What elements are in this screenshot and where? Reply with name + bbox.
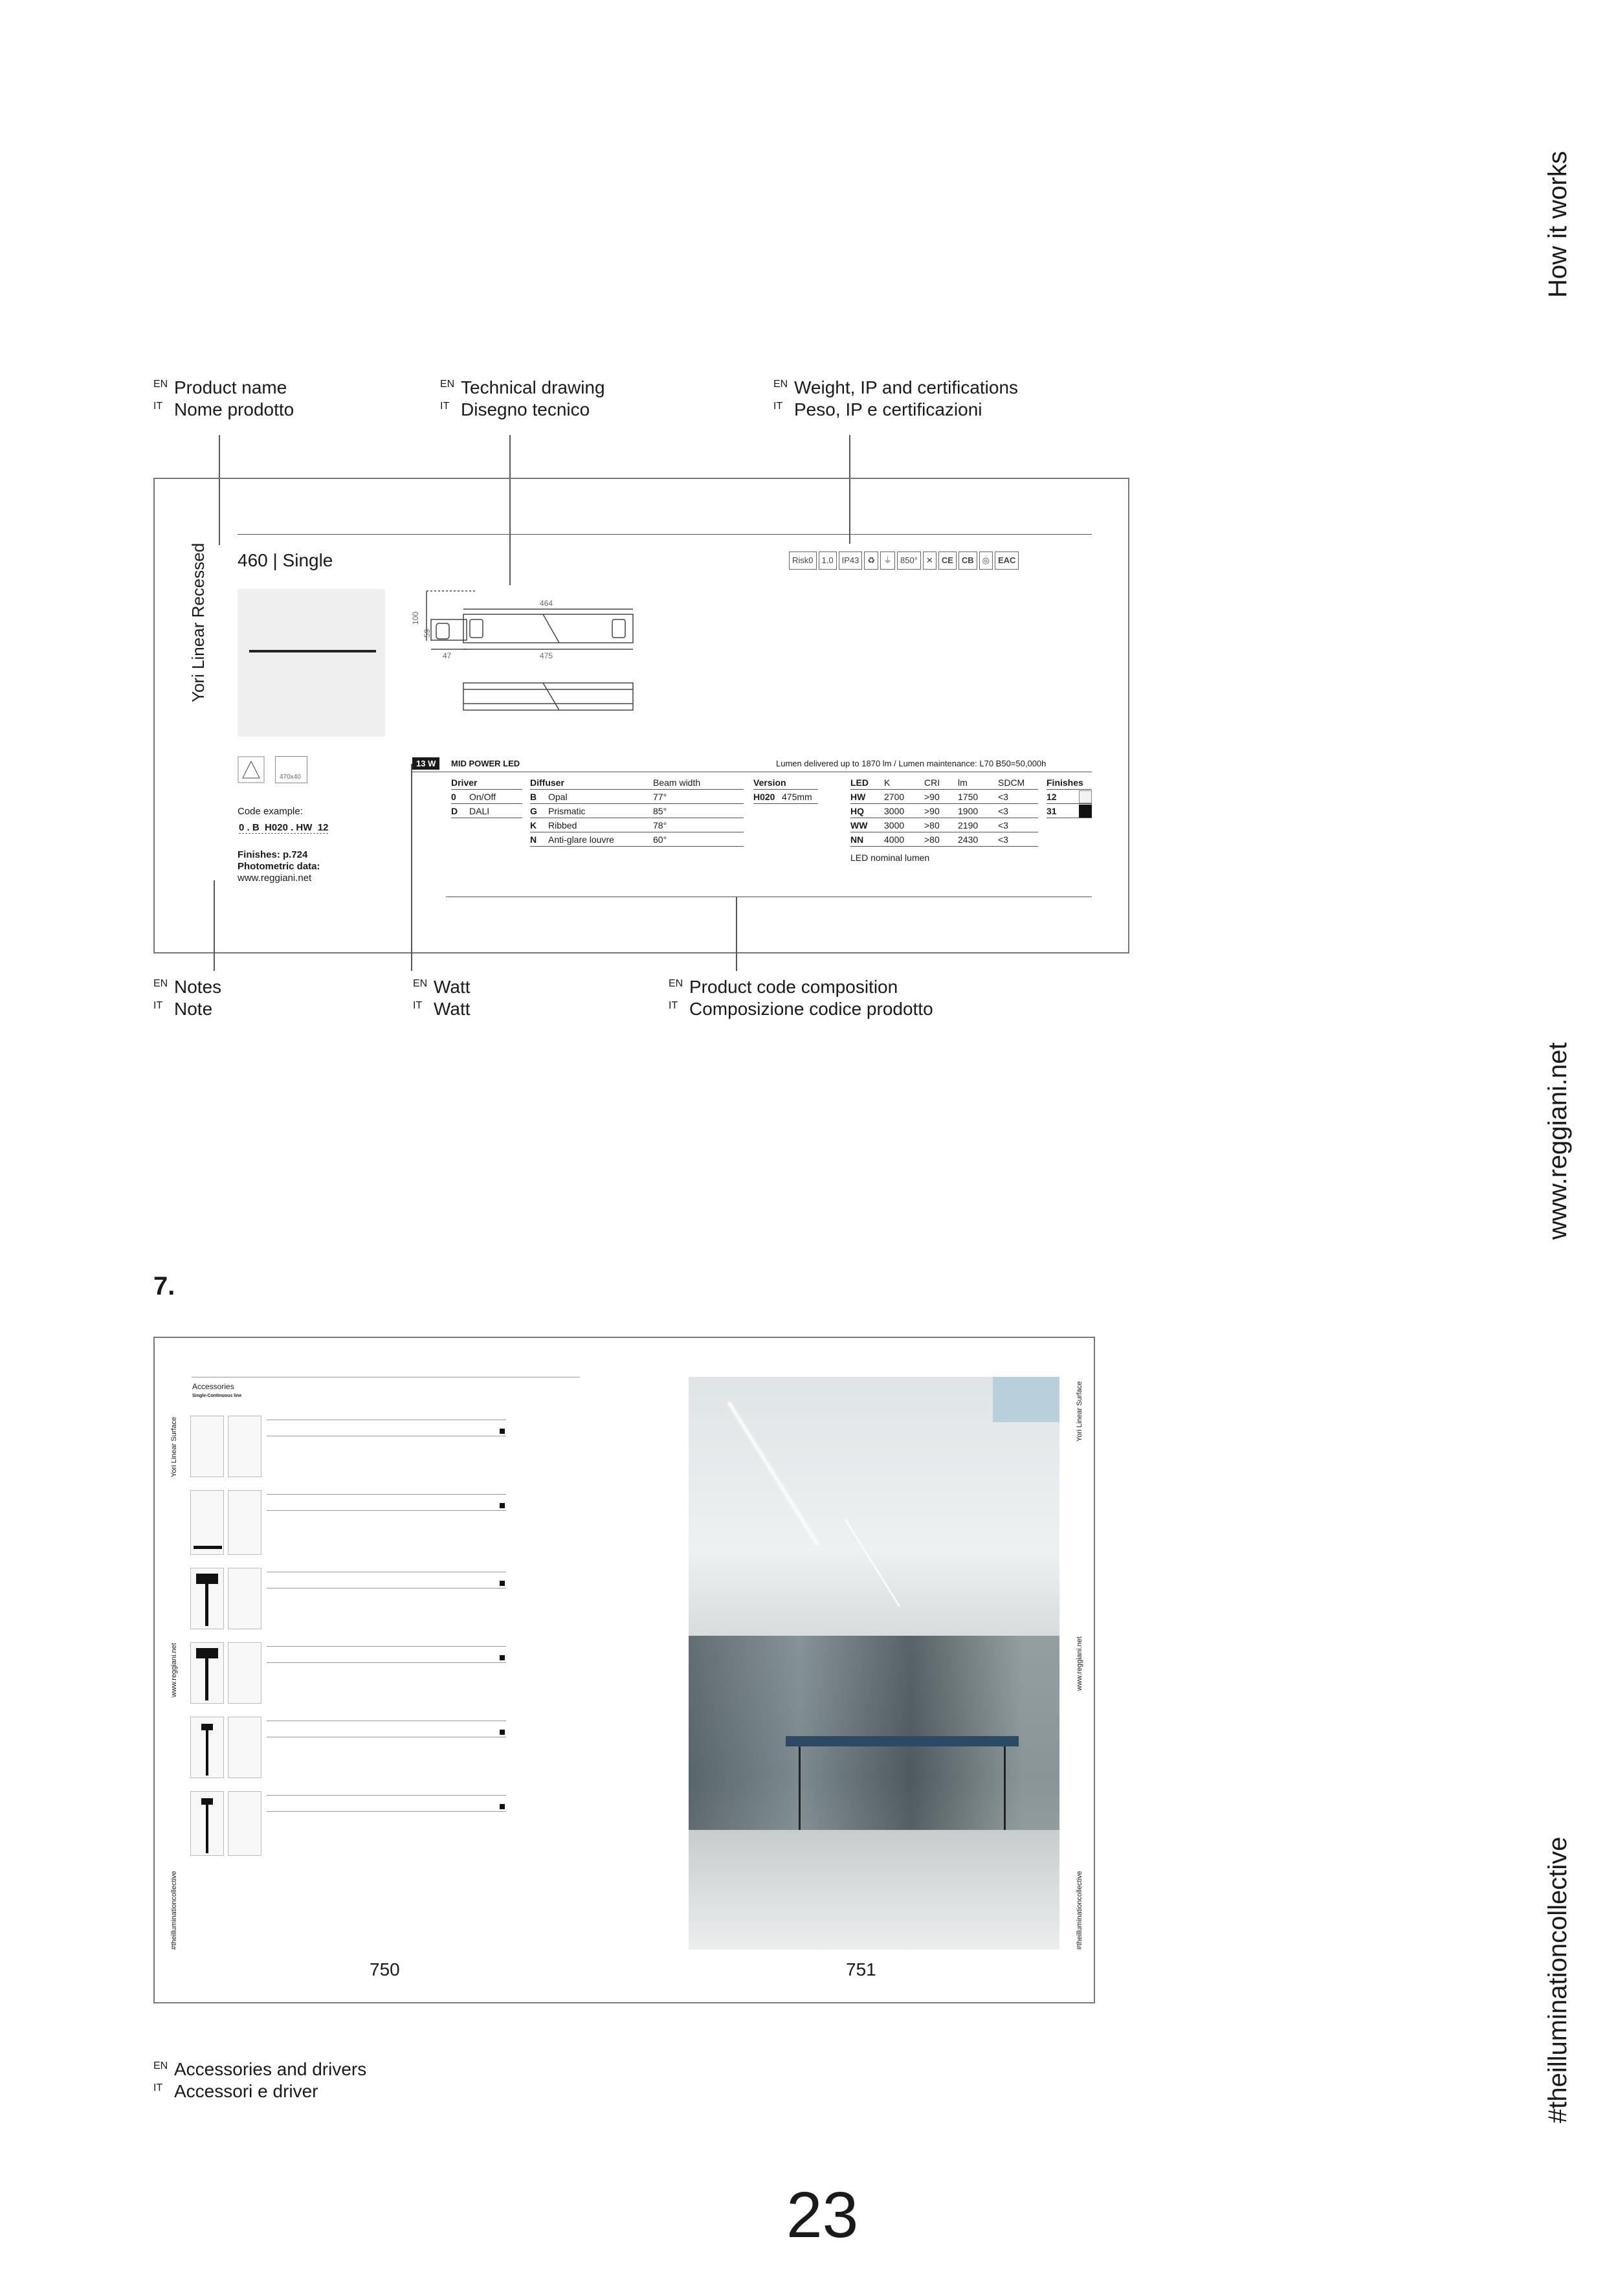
- cutout-size: 470x40: [280, 774, 301, 781]
- no-insulation-icon: ✕: [923, 552, 936, 570]
- label-watt: EN Watt IT Watt: [413, 977, 471, 1019]
- section-number: 7.: [153, 1272, 175, 1300]
- spread-right-hashtag: #theilluminationcollective: [1076, 1871, 1083, 1950]
- finish-swatch: [500, 1503, 505, 1508]
- label-product-name: EN Product name IT Nome prodotto: [153, 377, 294, 419]
- spread-right-website: www.reggiani.net: [1076, 1636, 1083, 1691]
- photo-light-line: [727, 1401, 819, 1546]
- spread-left-website: www.reggiani.net: [170, 1643, 178, 1697]
- accessory-row: [190, 1717, 579, 1781]
- accessory-image: [190, 1717, 224, 1778]
- accessory-rules: [267, 1646, 506, 1663]
- accessory-rules: [267, 1420, 506, 1436]
- diffuser-table: Diffuser Beam width B Opal 77° G Prismatic 85° K Ribbed 78° N Anti-glare louvre 60°: [530, 775, 744, 847]
- accessory-image: [190, 1568, 224, 1629]
- accessory-row: [190, 1791, 579, 1856]
- ce-icon: CE: [938, 552, 957, 570]
- finish-swatch: [500, 1581, 505, 1586]
- weight-icon: 1.0: [819, 552, 837, 570]
- dim-top: 464: [540, 599, 553, 608]
- label-product-code: EN Product code composition IT Composizione codice prodotto: [669, 977, 933, 1019]
- version-table: Version H020 475mm: [753, 775, 818, 804]
- product-image-fixture: [249, 650, 376, 652]
- spec-family-name: Yori Linear Recessed: [188, 542, 208, 702]
- photo-skylight: [993, 1377, 1059, 1422]
- page-number-right: 751: [846, 1959, 876, 1979]
- accessory-drawing: [228, 1568, 261, 1629]
- photo-floor: [689, 1830, 1059, 1950]
- dim-h1: 100: [411, 611, 420, 625]
- side-hashtag: #theilluminationcollective: [1544, 1836, 1572, 2123]
- finish-swatch: [500, 1655, 505, 1660]
- connector-product-code: [736, 897, 737, 971]
- enec-icon: ◎: [979, 552, 993, 570]
- label-weight-ip: EN Weight, IP and certifications IT Peso, IP e certificazioni: [773, 377, 1019, 419]
- spec-top-rule: [238, 534, 1092, 535]
- dim-left: 47: [443, 651, 452, 660]
- driver-table: Driver 0 On/Off D DALI: [451, 775, 522, 818]
- photo-table: [786, 1736, 1019, 1746]
- cutout-icon: [275, 756, 307, 783]
- dim-bottom: 475: [540, 651, 553, 660]
- accessory-row: [190, 1568, 579, 1633]
- lumen-note: Lumen delivered up to 1870 lm / Lumen maintenance: L70 B50=50,000h: [776, 759, 1047, 768]
- connector-watt: [411, 764, 412, 971]
- side-how-it-works: How it works: [1544, 151, 1572, 298]
- photo-light-line: [844, 1518, 900, 1607]
- product-image: [238, 589, 385, 737]
- side-website: www.reggiani.net: [1544, 1042, 1572, 1240]
- technical-drawing: [410, 586, 682, 741]
- spread-title: Accessories: [192, 1382, 234, 1391]
- accessory-row: [190, 1490, 579, 1555]
- ground-icon: ⏚: [880, 552, 895, 570]
- spec-title: 460 | Single: [238, 550, 333, 570]
- risk0-icon: Risk0: [789, 552, 817, 570]
- interior-photo: [689, 1377, 1059, 1950]
- page-number: 23: [786, 2179, 859, 2251]
- accessory-rules: [267, 1721, 506, 1737]
- beam-icon: [238, 756, 265, 783]
- accessory-rules: [267, 1795, 506, 1812]
- spread-left-family: Yori Linear Surface: [170, 1416, 178, 1477]
- spread-subtitle: Single-Continuous line: [192, 1394, 242, 1398]
- spread-right-family: Yori Linear Surface: [1076, 1381, 1083, 1442]
- finishes-table: Finishes 12 31: [1047, 775, 1092, 818]
- spread-left-hashtag: #theilluminationcollective: [170, 1871, 178, 1950]
- accessory-row: [190, 1416, 579, 1480]
- accessory-rules: [267, 1494, 506, 1511]
- connector-notes: [214, 880, 215, 971]
- finishes-note: Finishes: p.724 Photometric data: www.reggiani.net: [238, 849, 320, 884]
- spec-sheet-frame: [153, 478, 1129, 953]
- accessory-image: [190, 1490, 224, 1555]
- photo-table-legs: [799, 1746, 1006, 1831]
- finish-swatch: [500, 1730, 505, 1735]
- accessory-image: [190, 1642, 224, 1704]
- finish-swatch: [500, 1804, 505, 1809]
- cert-icons: [789, 552, 1021, 570]
- temperature-icon: 850°: [897, 552, 921, 570]
- code-example: 0 . B H020 . HW 12: [239, 822, 329, 833]
- accessory-rules: [267, 1572, 506, 1588]
- accessory-drawing: [228, 1416, 261, 1477]
- accessory-row: [190, 1642, 579, 1707]
- dim-h2: 59: [423, 629, 432, 638]
- label-accessories: EN Accessories and drivers IT Accessori e driver: [153, 2059, 367, 2101]
- recycle-icon: ♻: [864, 552, 878, 570]
- ip-icon: IP43: [839, 552, 863, 570]
- catalogue-spread: [153, 1337, 1095, 2003]
- code-example-label: Code example:: [238, 806, 303, 817]
- accessory-image: [190, 1791, 224, 1856]
- accessory-drawing: [228, 1791, 261, 1856]
- led-type: MID POWER LED: [451, 759, 520, 768]
- led-table: LED K CRI lm SDCM HW 2700 >90 1750 <3 HQ 3000 >90 1900 <3 WW 3000 >80 2190 <3 NN 4000 >80 2430 <3 LED nominal lumen: [850, 775, 1038, 865]
- eac-icon: EAC: [995, 552, 1019, 570]
- finish-swatch-black: [1079, 805, 1092, 818]
- accessory-drawing: [228, 1642, 261, 1704]
- page-number-left: 750: [370, 1959, 400, 1979]
- watt-badge: 13 W: [412, 757, 439, 770]
- accessory-image: [190, 1416, 224, 1477]
- accessory-drawing: [228, 1490, 261, 1555]
- label-notes: EN Notes IT Note: [153, 977, 222, 1019]
- accessory-drawing: [228, 1717, 261, 1778]
- cb-icon: CB: [959, 552, 977, 570]
- finish-swatch-white: [1079, 790, 1092, 803]
- label-technical-drawing: EN Technical drawing IT Disegno tecnico: [440, 377, 605, 419]
- finish-swatch: [500, 1429, 505, 1434]
